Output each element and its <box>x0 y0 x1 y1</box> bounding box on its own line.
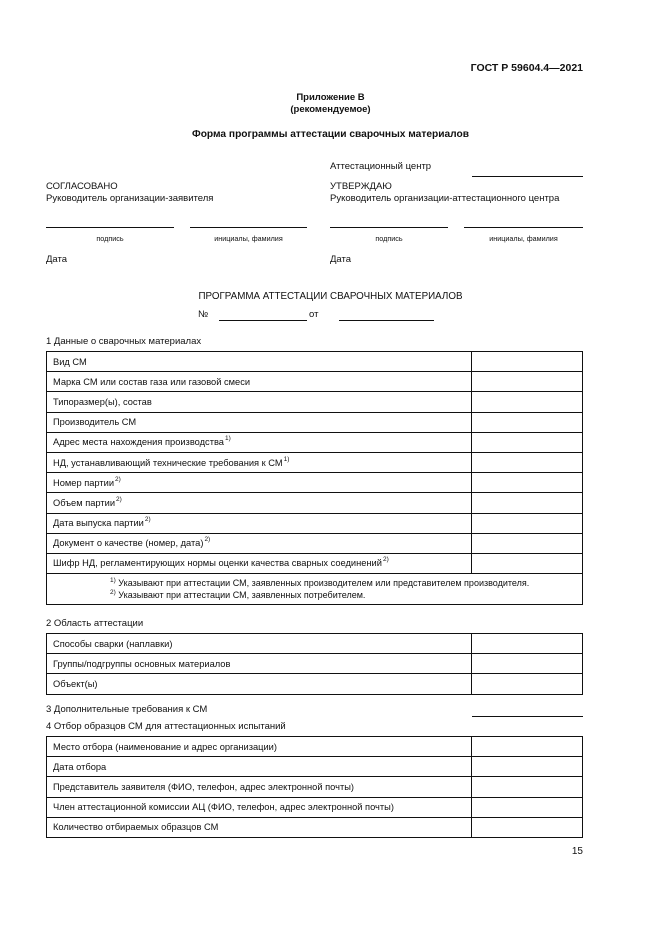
approved-right-title: УТВЕРЖДАЮ <box>330 181 392 192</box>
table-row <box>47 493 583 513</box>
row-label: Объем партии$^{2)}$ <box>47 493 472 513</box>
value-cell[interactable] <box>472 654 583 674</box>
value-cell[interactable] <box>472 452 583 472</box>
value-cell[interactable] <box>472 372 583 392</box>
table-notes <box>47 574 583 605</box>
footnote-mark: 2) <box>144 516 151 524</box>
right-name-line <box>464 227 583 228</box>
left-name-line <box>190 227 307 228</box>
table-row <box>47 432 583 452</box>
row-label: Член аттестационной комиссии АЦ (ФИО, телефон, адрес электронной почты) <box>47 797 472 817</box>
table-row <box>47 372 583 392</box>
value-cell[interactable] <box>472 412 583 432</box>
footnote-mark: 1) <box>224 435 231 443</box>
section2-title: 2 Область аттестации <box>46 618 144 629</box>
table-row <box>47 553 583 573</box>
program-number-line <box>219 320 307 321</box>
left-signature-caption: подпись <box>96 234 124 243</box>
value-cell[interactable] <box>472 777 583 797</box>
row-label: Производитель СМ <box>47 412 472 432</box>
left-name-caption: инициалы, фамилия <box>214 234 283 243</box>
attestation-scope-table <box>46 633 583 695</box>
section3-line <box>472 716 583 717</box>
footnote-mark: 2) <box>204 536 211 544</box>
form-title: Форма программы аттестации сварочных материалов <box>192 129 469 140</box>
table-row <box>47 757 583 777</box>
row-label: Адрес места нахождения производства$^{1)}$ <box>47 432 472 452</box>
value-cell[interactable] <box>472 432 583 452</box>
value-cell[interactable] <box>472 737 583 757</box>
row-label: Дата отбора <box>47 757 472 777</box>
appendix-title: Приложение В <box>296 92 365 103</box>
certification-center-line <box>472 176 583 177</box>
standard-number: ГОСТ Р 59604.4—2021 <box>470 62 583 74</box>
value-cell[interactable] <box>472 352 583 372</box>
approved-left-role: Руководитель организации-заявителя <box>46 193 214 204</box>
footnote-mark: 2) <box>115 475 121 483</box>
value-cell[interactable] <box>472 493 583 513</box>
approved-right-role: Руководитель организации-аттестационного центра <box>330 193 560 204</box>
footnote-mark: 2) <box>116 495 122 503</box>
value-cell[interactable] <box>472 473 583 493</box>
section1-title: 1 Данные о сварочных материалах <box>46 336 202 347</box>
row-label: Представитель заявителя (ФИО, телефон, адрес электронной почты) <box>47 777 472 797</box>
page-number: 15 <box>571 846 583 857</box>
left-date-label: Дата <box>46 254 68 265</box>
note-2: $^{2)}$ Указывают при аттестации СМ, заявленных потребителем. <box>110 589 366 601</box>
right-signature-caption: подпись <box>375 234 403 243</box>
table-notes-row <box>47 574 583 605</box>
table-row <box>47 352 583 372</box>
footnote-mark: 2) <box>382 556 389 564</box>
program-from-label: от <box>309 309 319 320</box>
row-label: Группы/подгруппы основных материалов <box>47 654 472 674</box>
table-row <box>47 674 583 694</box>
row-label: Дата выпуска партии$^{2)}$ <box>47 513 472 533</box>
table-row <box>47 817 583 837</box>
table-row <box>47 392 583 412</box>
row-label: Номер партии$^{2)}$ <box>47 473 472 493</box>
right-signature-line <box>330 227 448 228</box>
appendix-subtitle: (рекомендуемое) <box>290 104 371 115</box>
row-label: Типоразмер(ы), состав <box>47 392 472 412</box>
row-label: Шифр НД, регламентирующих нормы оценки качества сварных соединений$^{2)}$ <box>47 553 472 573</box>
right-date-label: Дата <box>330 254 352 265</box>
row-label: Место отбора (наименование и адрес организации) <box>47 737 472 757</box>
section3-title: 3 Дополнительные требования к СМ <box>46 704 208 715</box>
table-row <box>47 634 583 654</box>
certification-center-label: Аттестационный центр <box>330 161 432 172</box>
table-row <box>47 533 583 553</box>
sampling-table <box>46 736 583 838</box>
table-row <box>47 777 583 797</box>
value-cell[interactable] <box>472 674 583 694</box>
table-row <box>47 654 583 674</box>
row-label: Количество отбираемых образцов СМ <box>47 817 472 837</box>
table-row <box>47 412 583 432</box>
table-row <box>47 473 583 493</box>
approved-left-title: СОГЛАСОВАНО <box>46 181 118 192</box>
right-name-caption: инициалы, фамилия <box>489 234 558 243</box>
value-cell[interactable] <box>472 513 583 533</box>
value-cell[interactable] <box>472 392 583 412</box>
table-row <box>47 797 583 817</box>
materials-data-table <box>46 351 583 605</box>
row-label: НД, устанавливающий технические требования к СМ$^{1)}$ <box>47 452 472 472</box>
program-date-line <box>339 320 434 321</box>
table-row <box>47 737 583 757</box>
value-cell[interactable] <box>472 634 583 654</box>
value-cell[interactable] <box>472 757 583 777</box>
row-label: Марка СМ или состав газа или газовой смеси <box>47 372 472 392</box>
table-row <box>47 452 583 472</box>
row-label: Способы сварки (наплавки) <box>47 634 472 654</box>
section4-title: 4 Отбор образцов СМ для аттестационных испытаний <box>46 721 286 732</box>
value-cell[interactable] <box>472 553 583 573</box>
value-cell[interactable] <box>472 817 583 837</box>
row-label: Вид СМ <box>47 352 472 372</box>
program-number-label: № <box>198 309 209 320</box>
value-cell[interactable] <box>472 797 583 817</box>
row-label: Объект(ы) <box>47 674 472 694</box>
footnote-mark: 1) <box>283 455 290 463</box>
table-row <box>47 513 583 533</box>
left-signature-line <box>46 227 174 228</box>
program-title: ПРОГРАММА АТТЕСТАЦИИ СВАРОЧНЫХ МАТЕРИАЛОВ <box>198 291 463 302</box>
value-cell[interactable] <box>472 533 583 553</box>
note-1: $^{1)}$ Указывают при аттестации СМ, заявленных производителем или представителем производителя. <box>110 577 530 589</box>
row-label: Документ о качестве (номер, дата)$^{2)}$ <box>47 533 472 553</box>
